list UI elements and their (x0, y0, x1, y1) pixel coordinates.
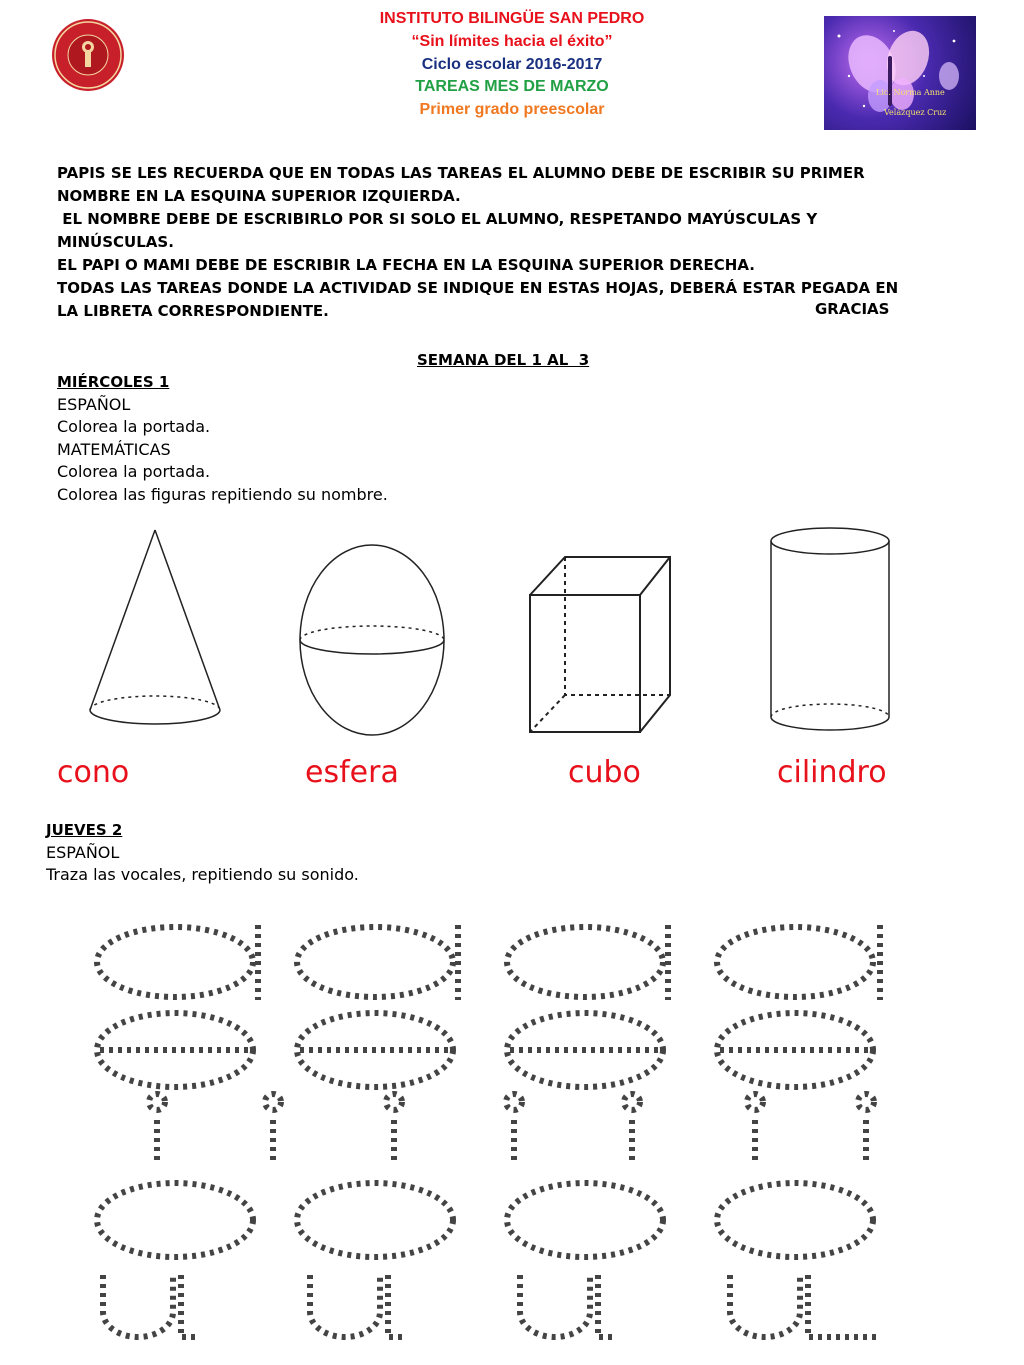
cube-icon (530, 557, 670, 732)
parent-notice (57, 162, 957, 323)
card-line-2: Velázquez Cruz (884, 108, 947, 117)
notice-line: EL PAPI O MAMI DEBE DE ESCRIBIR LA FECHA EN LA ESQUINA SUPERIOR DERECHA. (57, 256, 755, 274)
notice-line: MINÚSCULAS. (57, 233, 174, 251)
tracing-i-row (149, 1094, 874, 1165)
school-logo (50, 17, 126, 93)
day-heading: MIÉRCOLES 1 (57, 373, 170, 391)
subject-line: ESPAÑOL (57, 394, 131, 414)
task-line: Colorea la portada. (57, 462, 211, 481)
task-line: Colorea la portada. (57, 417, 211, 436)
tracing-a-row (97, 925, 880, 1000)
card-line-1: Lic. Norma Anne (876, 88, 945, 97)
notice-line: PAPIS SE LES RECUERDA QUE EN TODAS LAS TAREAS EL ALUMNO DEBE DE ESCRIBIR SU PRIMER (57, 164, 865, 182)
school-motto: “Sin límites hacia el éxito” (411, 33, 613, 50)
shapes-illustration (0, 520, 1024, 750)
thursday-section (46, 819, 359, 887)
tracing-o-row (97, 1183, 873, 1257)
shape-name-cylinder: cilindro (777, 755, 887, 790)
butterfly-card (824, 16, 976, 130)
shape-name-sphere: esfera (305, 755, 399, 790)
shape-name-cube: cubo (568, 755, 641, 790)
school-name: INSTITUTO BILINGÜE SAN PEDRO (379, 10, 645, 27)
day-heading: JUEVES 2 (46, 821, 123, 839)
subject-line: MATEMÁTICAS (57, 439, 171, 459)
grade-label: Primer grado preescolar (419, 101, 605, 118)
vowel-tracing-grid (0, 900, 1024, 1360)
notice-thanks: GRACIAS (815, 300, 890, 318)
cone-icon (90, 530, 220, 724)
notice-line: TODAS LAS TAREAS DONDE LA ACTIVIDAD SE INDIQUE EN ESTAS HOJAS, DEBERÁ ESTAR PEGADA EN (57, 279, 899, 297)
week-heading: SEMANA DEL 1 AL 3 (417, 351, 590, 369)
wednesday-section (57, 371, 388, 506)
tracing-u-row (103, 1275, 880, 1337)
sphere-icon (300, 545, 444, 735)
tracing-e-row (97, 1013, 873, 1087)
notice-line: LA LIBRETA CORRESPONDIENTE. (57, 302, 329, 320)
task-line: Colorea las figuras repitiendo su nombre. (57, 484, 388, 504)
notice-line: NOMBRE EN LA ESQUINA SUPERIOR IZQUIERDA. (57, 187, 461, 205)
cylinder-icon (771, 528, 889, 730)
school-cycle: Ciclo escolar 2016-2017 (421, 56, 603, 73)
subject-line: ESPAÑOL (46, 842, 120, 862)
notice-line: EL NOMBRE DEBE DE ESCRIBIRLO POR SI SOLO EL ALUMNO, RESPETANDO MAYÚSCULAS Y (57, 210, 818, 228)
shape-name-cone: cono (57, 755, 130, 790)
task-line: Traza las vocales, repitiendo su sonido. (46, 865, 359, 884)
tasks-title: TAREAS MES DE MARZO (415, 78, 609, 95)
